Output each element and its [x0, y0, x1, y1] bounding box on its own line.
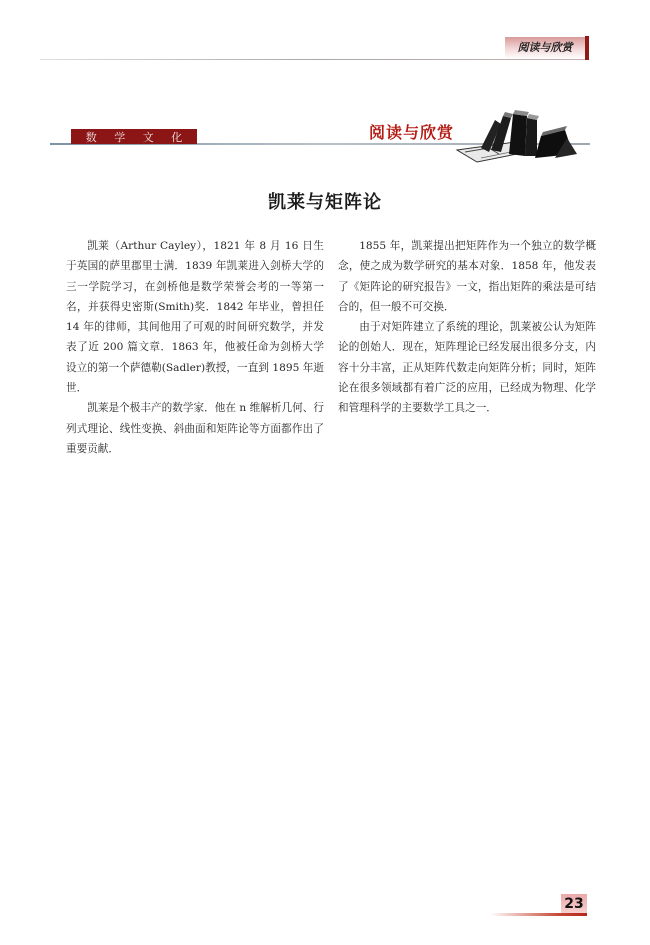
culture-tag-char: 文	[142, 130, 154, 144]
paragraph: 1855 年，凯莱提出把矩阵作为一个独立的数学概念，使之成为数学研究的基本对象．1858 年，他发表了《矩阵论的研究报告》一文，指出矩阵的乘法是可结合的，但一般不可交换．	[338, 240, 596, 313]
page-number: 23	[564, 896, 584, 912]
running-header-label: 阅读与欣赏	[517, 41, 573, 54]
article-title: 凯莱与矩阵论	[268, 192, 382, 213]
math-culture-tag	[71, 129, 197, 144]
culture-tag-char: 化	[171, 130, 183, 144]
running-header-rule	[40, 59, 588, 60]
culture-tag-char: 数	[85, 130, 97, 144]
running-header-tag	[505, 37, 585, 59]
books-icon	[455, 108, 580, 166]
paragraph: 凯莱是个极丰产的数学家．他在 n 维解析几何、行列式理论、线性变换、斜曲面和矩阵论等方面都作出了重要贡献．	[66, 402, 324, 455]
paragraph: 由于对矩阵建立了系统的理论，凯莱被公认为矩阵论的创始人．现在，矩阵理论已经发展出很多分支，内容十分丰富，正从矩阵代数走向矩阵分析；同时，矩阵论在很多领域都有着广泛的应用，已经成为物理、化学和管理科学的主要数学工具之一．	[338, 321, 596, 415]
running-header-bar	[585, 36, 589, 60]
paragraph: 凯莱（Arthur Cayley），1821 年 8 月 16 日生于英国的萨里郡里士满．1839 年凯莱进入剑桥大学的三一学院学习，在剑桥他是数学荣誉会考的一等第一名，并获得史密斯(Smith)奖．1842 年毕业，曾担任 14 年的律师，其间他用了可观的时间研究数学，并发表了近 200 篇文章．1863 年，他被任命为剑桥大学设立的第一个萨德勒(Sadler)教授，一直到 1895 年逝世．	[66, 240, 324, 395]
footer-rule	[490, 913, 587, 916]
section-title: 阅读与欣赏	[369, 123, 455, 142]
right-column	[338, 236, 596, 419]
left-column	[66, 236, 324, 459]
culture-tag-char: 学	[114, 130, 126, 144]
